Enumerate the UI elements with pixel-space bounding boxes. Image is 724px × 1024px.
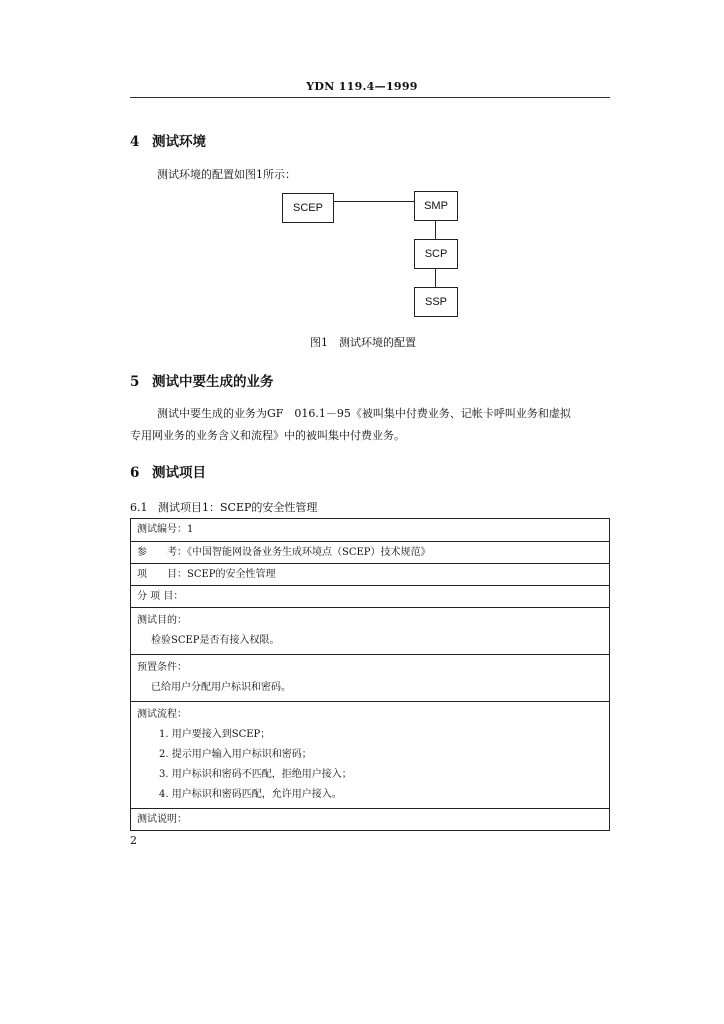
- procedure-label: 测试流程：: [137, 709, 187, 720]
- section-4-heading: [130, 130, 206, 150]
- table-row-preconditions: [131, 654, 609, 701]
- figure-caption: 图1 测试环境的配置: [310, 336, 416, 349]
- section-number: 5: [130, 374, 140, 390]
- section-number: 6: [130, 465, 140, 481]
- table-row-purpose: [131, 607, 609, 654]
- header-rule: [130, 97, 610, 98]
- preconditions-text: 已给用户分配用户标识和密码。: [151, 682, 291, 693]
- document-code: YDN 119.4—1999: [306, 80, 418, 93]
- section-title: 测试环境: [152, 134, 206, 150]
- diagram-box-smp: SMP: [414, 191, 458, 221]
- table-row-procedure: [131, 701, 609, 808]
- table-row-notes: 测试说明：: [131, 808, 609, 830]
- procedure-step: 4. 用户标识和密码匹配，允许用户接入。: [159, 789, 342, 800]
- section-4-intro: 测试环境的配置如图1所示：: [157, 168, 296, 181]
- section-5-paragraph-line-2: 专用网业务的业务含义和流程》中的被叫集中付费业务。: [130, 429, 405, 442]
- page-number: 2: [130, 834, 137, 847]
- section-number: 4: [130, 134, 140, 150]
- table-row-item: 项 目：SCEP的安全性管理: [131, 563, 609, 585]
- subsection-number: 6.1: [130, 501, 148, 514]
- purpose-label: 测试目的：: [137, 615, 187, 626]
- procedure-step: 2. 提示用户输入用户标识和密码；: [159, 749, 312, 760]
- section-6-heading: [130, 461, 206, 481]
- test-item-table: [130, 518, 610, 831]
- preconditions-label: 预置条件：: [137, 662, 187, 673]
- procedure-step: 1. 用户要接入到SCEP；: [159, 729, 271, 740]
- diagram-box-scep: SCEP: [282, 193, 334, 223]
- section-5-heading: [130, 370, 274, 390]
- diagram-box-scp: SCP: [414, 239, 458, 269]
- connector-scep-smp: [333, 201, 414, 202]
- subsection-6-1-heading: [130, 497, 317, 519]
- table-row-test-number: 测试编号：1: [137, 524, 194, 535]
- table-row-reference: 参 考：《中国智能网设备业务生成环境点（SCEP）技术规范》: [131, 541, 609, 563]
- connector-smp-scp: [435, 220, 436, 239]
- section-title: 测试项目: [152, 465, 206, 481]
- connector-scp-ssp: [435, 268, 436, 287]
- subsection-title: 测试项目1：SCEP的安全性管理: [158, 501, 318, 514]
- table-row-sub-item: 分 项 目：: [131, 585, 609, 607]
- section-title: 测试中要生成的业务: [152, 374, 274, 390]
- diagram-box-ssp: SSP: [414, 287, 458, 317]
- procedure-step: 3. 用户标识和密码不匹配，拒绝用户接入；: [159, 769, 352, 780]
- section-5-paragraph-line-1: 测试中要生成的业务为GF 016.1－95《被叫集中付费业务、记帐卡呼叫业务和虚拟: [157, 407, 571, 420]
- purpose-text: 检验SCEP是否有接入权限。: [151, 635, 280, 646]
